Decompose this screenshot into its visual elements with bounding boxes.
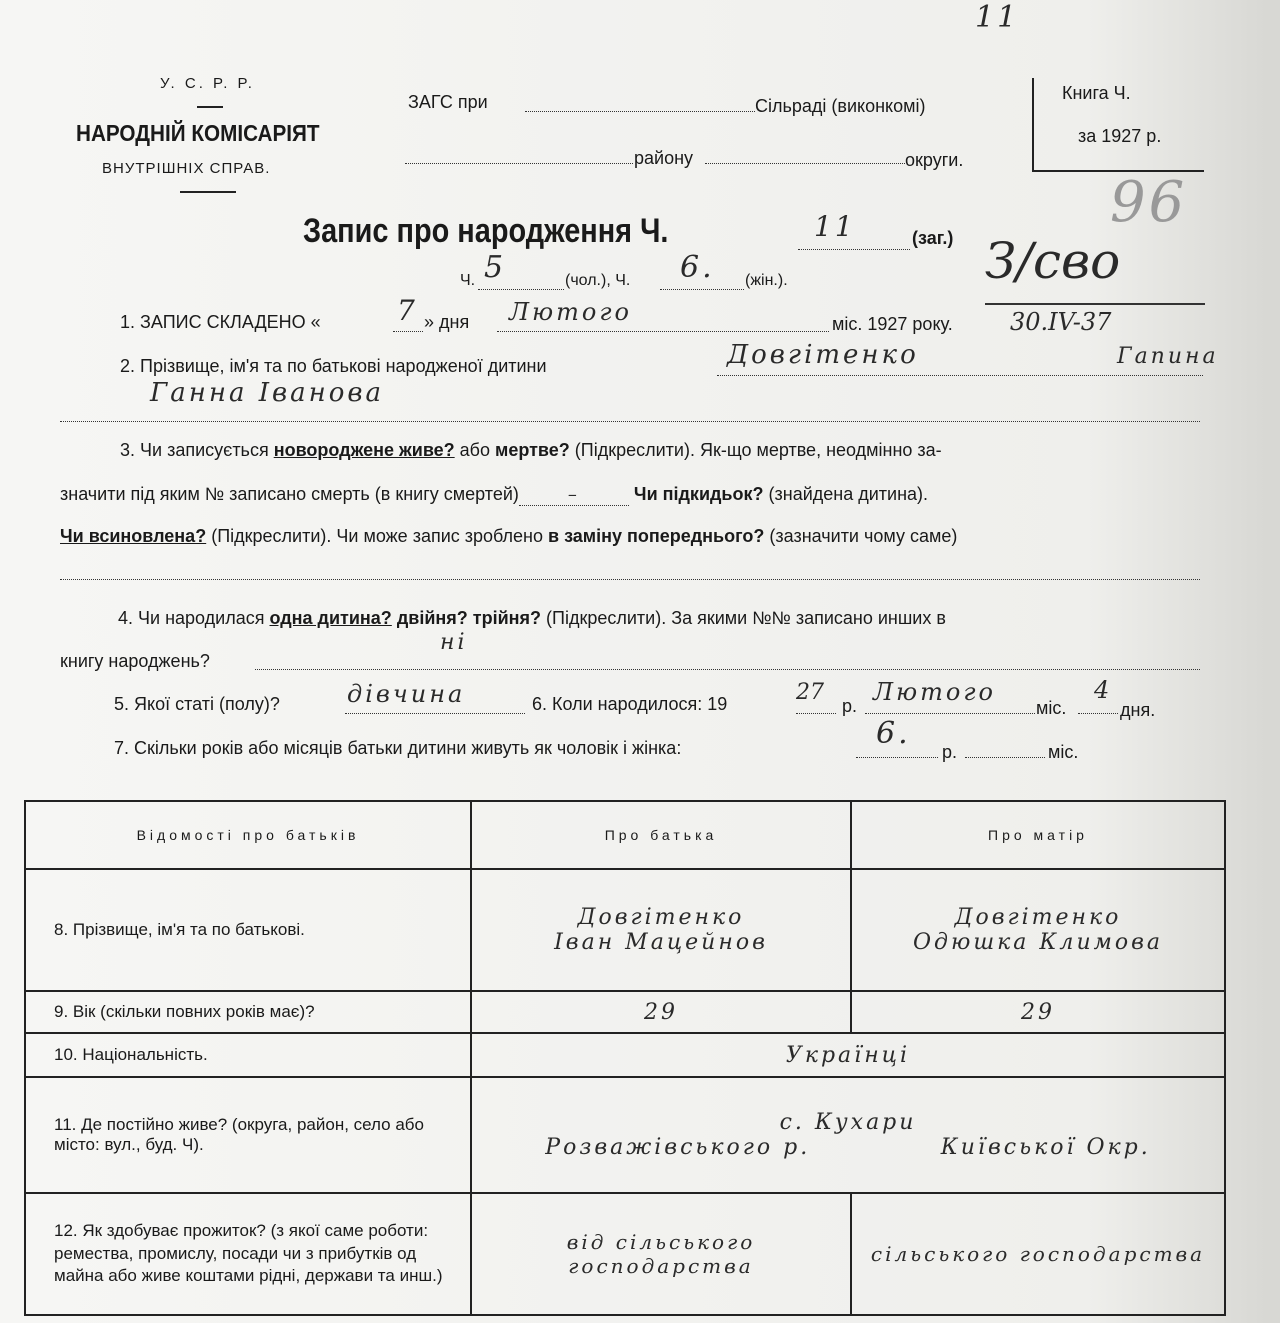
male-prefix: Ч. [460, 272, 476, 289]
republic-label: У. С. Р. Р. [160, 75, 255, 92]
text: (зазначити чому саме) [769, 526, 958, 546]
months-married-field[interactable] [965, 738, 1045, 758]
child-surname: Довгітенко [727, 340, 919, 370]
table-row [25, 869, 1225, 991]
years-married-field[interactable] [856, 716, 938, 758]
page-title: Запис про народження Ч. [303, 212, 669, 250]
month-suffix: міс. [1036, 698, 1067, 718]
text: (Підкреслити). Чи може запис зроблено [211, 526, 543, 546]
mother-surname: Довгітенко [954, 905, 1122, 930]
zags-field[interactable] [525, 96, 755, 112]
book-label: Книга Ч. [1062, 83, 1131, 103]
father-occupation[interactable]: від сільського господарства [471, 1193, 851, 1315]
book-year: за 1927 р. [1078, 126, 1162, 146]
birth-month-field[interactable] [865, 678, 1035, 714]
year-suffix: р. [842, 696, 858, 716]
field-7-label: 7. Скільки років або місяців батьки дитини живуть як чоловік і жінка: [114, 738, 682, 758]
district-label: району [634, 148, 694, 168]
mother-given-name: Одюшка Климова [912, 930, 1164, 955]
father-surname: Довгітенко [577, 905, 745, 930]
mother-name-cell[interactable] [851, 869, 1225, 991]
row-label: 11. Де постійно живе? (округа, район, село або місто: вул., буд. Ч). [25, 1077, 471, 1193]
father-name-cell[interactable] [471, 869, 851, 991]
other-births-field[interactable] [255, 630, 1200, 670]
day-suffix: дня. [1120, 700, 1156, 720]
years-married: 6. [876, 716, 911, 751]
header-father: Про батька [471, 801, 851, 869]
table-row [25, 1193, 1225, 1315]
margin-note-top: 11 [975, 0, 1020, 35]
field-2-label: 2. Прізвище, ім'я та по батькові народженої дитини [120, 356, 547, 376]
text: (Підкреслити). Як-що мертве, неодмінно за- [574, 440, 942, 460]
field-1-suffix: міс. 1927 року. [832, 314, 953, 334]
field-5-label: 5. Якої статі (полу)? [114, 694, 280, 714]
option-foundling[interactable]: Чи підкидьок? [633, 484, 764, 504]
child-name-field-2[interactable] [60, 378, 1200, 422]
text: 3. Чи записується [120, 440, 269, 460]
divider [197, 106, 223, 108]
birth-year: 27 [796, 680, 824, 705]
parents-table [24, 800, 1226, 1316]
text: (знайдена дитина). [768, 484, 929, 504]
years-suffix: р. [942, 742, 958, 762]
residence-district: Розважівського р. [545, 1135, 811, 1160]
months-suffix: міс. [1048, 742, 1079, 762]
male-suffix: (чол.), Ч. [565, 272, 631, 289]
father-given-name: Іван Мацейнов [554, 930, 768, 955]
record-number-field[interactable] [798, 210, 910, 250]
day-value: 7 [397, 294, 418, 327]
sex-value: дівчина [347, 680, 466, 708]
female-number: 6. [680, 250, 715, 285]
text: (Підкреслити). За якими №№ записано инших в [546, 608, 946, 628]
mother-occupation[interactable]: сільського господарства [851, 1193, 1225, 1315]
child-name-field[interactable] [717, 340, 1219, 376]
option-adopted[interactable]: Чи всиновлена? [60, 526, 207, 546]
header-mother: Про матір [851, 801, 1225, 869]
field-6-label: 6. Коли народилося: 19 [532, 694, 728, 714]
death-number-field[interactable]: – [519, 484, 629, 506]
okrug-label: округи. [905, 150, 964, 170]
day-field[interactable] [393, 294, 423, 332]
birth-day-field[interactable] [1078, 676, 1118, 714]
field-3-line-2 [60, 484, 928, 506]
field-1-label: 1. ЗАПИС СКЛАДЕНО « [120, 312, 321, 332]
option-alive[interactable]: новороджене живе? [273, 440, 455, 460]
father-age[interactable]: 29 [471, 991, 851, 1033]
okrug-field[interactable] [705, 148, 905, 164]
sex-field[interactable] [345, 680, 525, 714]
birth-day: 4 [1094, 676, 1113, 704]
commissariat-label: НАРОДНІЙ КОМІСАРІЯТ [76, 120, 320, 146]
option-twins-triplets[interactable]: двійня? трійня? [396, 608, 542, 628]
other-births-value: ні [440, 630, 468, 655]
margin-stamp-note: З/сво [985, 232, 1121, 290]
residence-okrug: Київської Окр. [940, 1135, 1151, 1160]
field-4-line-1 [118, 608, 946, 629]
text: 4. Чи народилася [118, 608, 265, 628]
birth-year-field[interactable] [796, 680, 836, 714]
title-suffix: (заг.) [912, 228, 954, 248]
text: або [459, 440, 491, 460]
district-field[interactable] [405, 148, 633, 164]
table-row [25, 1033, 1225, 1077]
option-replacement[interactable]: в заміну попереднього? [548, 526, 765, 546]
table-header-row [25, 801, 1225, 869]
margin-note-number: 96 [1110, 170, 1188, 235]
field-4-label: книгу народжень? [60, 651, 210, 671]
row-label: 8. Прізвище, ім'я та по батькові. [25, 869, 471, 991]
option-dead[interactable]: мертве? [495, 440, 570, 460]
divider [180, 191, 236, 193]
row-label: 9. Вік (скільки повних років має)? [25, 991, 471, 1033]
female-number-field[interactable] [660, 250, 744, 290]
table-row [25, 1077, 1225, 1193]
divider [985, 303, 1205, 305]
option-single[interactable]: одна дитина? [269, 608, 392, 628]
month-field[interactable] [497, 298, 829, 332]
mother-age[interactable]: 29 [851, 991, 1225, 1033]
row-label: 12. Як здобуває прожиток? (з якої саме роботи: ремества, промислу, посади чи з прибутків од майна або живе коштами рідні, держави та инш.) [25, 1193, 471, 1315]
residence-village: с. Кухари [779, 1110, 917, 1135]
department-label: ВНУТРІШНІХ СПРАВ. [102, 160, 271, 177]
text: значити під яким № записано смерть (в книгу смертей) [60, 484, 519, 504]
row-label: 10. Національність. [25, 1033, 471, 1077]
child-given-name: Ганна Іванова [150, 378, 385, 408]
field-3-line-1 [120, 440, 942, 461]
residence-cell[interactable] [471, 1077, 1225, 1193]
council-label: Сільраді (виконкомі) [755, 96, 926, 116]
margin-date-note: 30.IV-37 [1010, 308, 1112, 336]
male-number: 5 [484, 250, 507, 285]
header-parents-info: Відомості про батьків [25, 801, 471, 869]
field-3-line-3 [60, 526, 957, 547]
male-number-field[interactable] [478, 250, 564, 290]
nationality-value[interactable]: Українці [471, 1033, 1225, 1077]
month-value: Лютого [509, 298, 632, 326]
book-box [1032, 78, 1204, 172]
record-number: 11 [814, 210, 856, 243]
field-1-mid: » дня [424, 312, 470, 332]
child-name-alt: Гапина [1117, 344, 1219, 369]
zags-label: ЗАГС при [408, 92, 488, 112]
birth-month: Лютого [873, 678, 996, 706]
table-row [25, 991, 1225, 1033]
replacement-reason-field[interactable] [60, 560, 1200, 580]
female-suffix: (жін.). [745, 272, 788, 289]
